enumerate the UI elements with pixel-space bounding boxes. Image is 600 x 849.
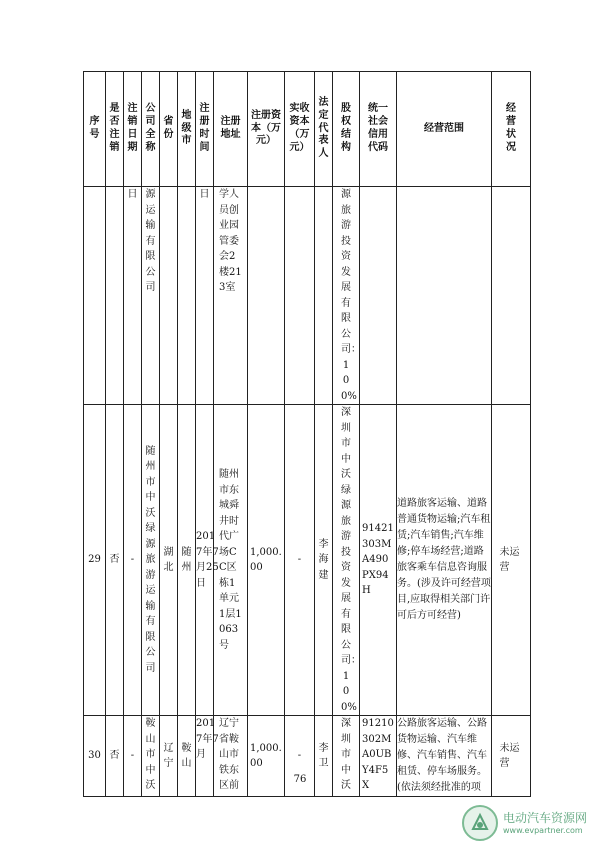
cell-cancelled [106, 187, 124, 405]
table-row [84, 187, 531, 405]
table-header-row [84, 72, 531, 187]
cell-province: 辽宁 [160, 716, 178, 797]
cell-equity: 深圳市中沃 [333, 716, 360, 797]
cell-legal-rep [315, 187, 333, 405]
table-row [84, 405, 531, 716]
cell-cancelled: 否 [106, 405, 124, 716]
evpartner-logo-icon [461, 804, 499, 842]
cell-paid-capital [285, 187, 315, 405]
header-scope: 经营范围 [397, 72, 492, 187]
cell-legal-rep: 李海建 [315, 405, 333, 716]
header-city: 地级市 [178, 72, 196, 187]
cell-cancel-date: 日 [124, 187, 142, 405]
watermark-url: www.evpartner.com [503, 826, 583, 835]
cell-province [160, 187, 178, 405]
cell-paid-capital: - [285, 716, 315, 797]
cell-status [492, 187, 531, 405]
header-reg-address: 注册地址 [214, 72, 248, 187]
cell-cancel-date: - [124, 405, 142, 716]
header-cancel-date: 注销日期 [124, 72, 142, 187]
watermark [461, 804, 596, 842]
cell-credit-code: 91421303MA490PX94H [360, 405, 397, 716]
header-reg-time: 注册时间 [196, 72, 214, 187]
cell-reg-address: 辽宁省鞍山市铁东区前 [214, 716, 248, 797]
header-seq: 序号 [84, 72, 106, 187]
cell-cancelled: 否 [106, 716, 124, 797]
header-paid-capital: 实收资本（万元） [285, 72, 315, 187]
cell-seq [84, 187, 106, 405]
header-credit-code: 统一社会信用代码 [360, 72, 397, 187]
cell-credit-code: 91210302MA0UBY4F5X [360, 716, 397, 797]
cell-city: 随州 [178, 405, 196, 716]
cell-reg-address: 随州市东城舜井时代广场CC区栋1单元1层1063号 [214, 405, 248, 716]
cell-paid-capital: - [285, 405, 315, 716]
header-cancelled: 是否注销 [106, 72, 124, 187]
cell-scope: 道路旅客运输、道路普通货物运输;汽车租赁;汽车销售;汽车维修;停车场经营;道路旅客乘车信息咨询服务。(涉及许可经营项目,应取得相关部门许可后方可经营) [397, 405, 492, 716]
header-province: 省份 [160, 72, 178, 187]
cell-equity: 深圳市中沃绿源旅游投资发展有限公司：100% [333, 405, 360, 716]
cell-scope [397, 187, 492, 405]
cell-city [178, 187, 196, 405]
cell-reg-capital: 1,000.00 [248, 405, 285, 716]
cell-company-name: 鞍山市中沃 [142, 716, 160, 797]
cell-city: 鞍山 [178, 716, 196, 797]
cell-reg-capital [248, 187, 285, 405]
cell-seq: 29 [84, 405, 106, 716]
header-equity: 股权结构 [333, 72, 360, 187]
header-status: 经营状况 [492, 72, 531, 187]
cell-legal-rep: 李卫 [315, 716, 333, 797]
cell-reg-time: 2017年7月25日 [196, 405, 214, 716]
cell-province: 湖北 [160, 405, 178, 716]
cell-cancel-date: - [124, 716, 142, 797]
company-table [83, 71, 531, 797]
cell-company-name: 随州市中沃绿源旅游运输有限公司 [142, 405, 160, 716]
cell-status: 未运营 [492, 405, 531, 716]
cell-scope: 公路旅客运输、公路货物运输、汽车维修、汽车销售、汽车租赁、停车场服务。(依法须经批准的项 [397, 716, 492, 797]
cell-reg-capital: 1,000.00 [248, 716, 285, 797]
cell-credit-code [360, 187, 397, 405]
cell-seq: 30 [84, 716, 106, 797]
page-number: 76 [293, 774, 307, 785]
cell-company-name: 源运输有限公司 [142, 187, 160, 405]
cell-reg-address: 学人员创业园管委会2楼213室 [214, 187, 248, 405]
header-legal-rep: 法定代表人 [315, 72, 333, 187]
watermark-name: 电动汽车资源网 [503, 811, 588, 825]
header-company-name: 公司全称 [142, 72, 160, 187]
cell-status: 未运营 [492, 716, 531, 797]
cell-equity: 源旅游投资发展有限公司：100% [333, 187, 360, 405]
header-reg-capital: 注册资本（万元） [248, 72, 285, 187]
cell-reg-time: 日 [196, 187, 214, 405]
cell-reg-time: 2017年7月 [196, 716, 214, 797]
